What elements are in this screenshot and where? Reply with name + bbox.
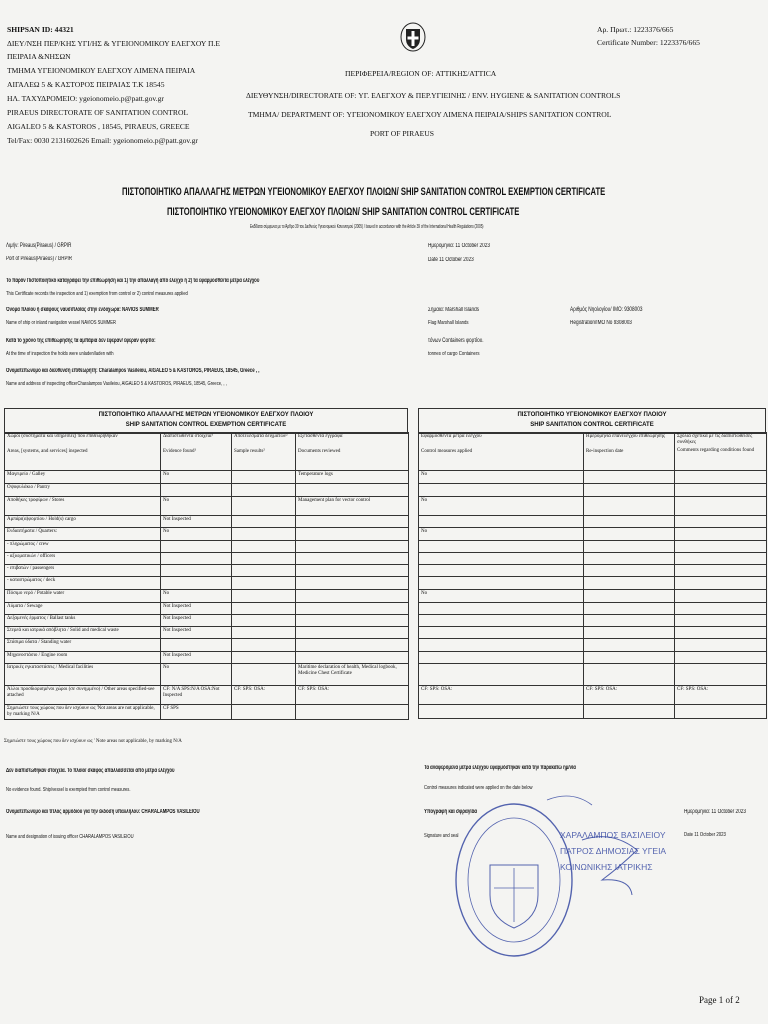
tonnes-gr: τόνων Containers φορτίου. <box>428 338 484 344</box>
table-row <box>419 497 767 516</box>
table-cell: No <box>161 590 232 603</box>
control-applied-en: Control measures indicated were applied on the date below <box>424 785 533 791</box>
department-line: ΤΜΗΜΑ/ DEPARTMENT OF: ΥΓΕΙΟΝΟΜΙΚΟΥ ΕΛΕΓΧΟΥ ΛΙΜΕΝΑ ΠΕΙΡΑΙΑ/SHIPS SANITATION CONTROL <box>248 110 612 119</box>
issued-under-article: Εκδίδεται σύμφωνα με το Άρθρο 39 του Διεθνούς Υγειονομικού Κανονισμού (2005) / Issued in accordance with the Article 39 of the International Health Regulations (2005) <box>250 224 484 230</box>
header-documents-gr: Εξετασθέντα έγγραφα <box>298 434 343 439</box>
table-cell <box>419 705 584 719</box>
table-row <box>419 553 767 565</box>
table-cell <box>675 553 767 565</box>
table-cell: No <box>419 528 584 541</box>
signature-date-gr: Ημερομηνία: 11 October 2023 <box>684 809 746 815</box>
table-cell <box>161 553 232 565</box>
table-cell <box>296 516 409 528</box>
table-cell <box>675 627 767 639</box>
table-cell <box>419 639 584 652</box>
table-cell: Ενδιαιτήματα / Quarters: <box>5 528 161 541</box>
page-number: Page 1 of 2 <box>699 995 740 1005</box>
issuing-officer-en: Name and designation of issuing officer CHARALAMPOS VASILEIOU <box>6 834 134 840</box>
table-cell <box>584 627 675 639</box>
table-cell: No <box>419 497 584 516</box>
table-cell: Μαγειρείο / Galley <box>5 471 161 484</box>
records-statement-en: This Certificate records the inspection and 1) exemption from control or 2) control measures applied <box>6 291 188 297</box>
table-row <box>419 664 767 686</box>
table-cell <box>675 705 767 719</box>
table-cell <box>161 484 232 497</box>
region-line: ΠΕΡΙΦΕΡΕΙΑ/REGION OF: ΑΤΤΙΚΗΣ/ATTICA <box>345 69 497 78</box>
table-cell <box>584 484 675 497</box>
table-row <box>5 484 409 497</box>
table-cell <box>232 627 296 639</box>
table-cell <box>584 516 675 528</box>
table-cell <box>296 528 409 541</box>
table-cell <box>161 577 232 590</box>
table-row <box>5 615 409 627</box>
inspector-en: Name and address of inspecting officerCharalampos Vasileiou, AIGALEO 5 & KASTOROS, PIRAEUS, 18545, Greece, , , <box>6 381 227 387</box>
table-cell <box>296 627 409 639</box>
table-cell <box>419 603 584 615</box>
table-row <box>5 497 409 516</box>
table-row <box>419 627 767 639</box>
table-cell <box>232 639 296 652</box>
table-cell: Not Inspected <box>161 516 232 528</box>
table-cell <box>232 497 296 516</box>
table-row <box>5 516 409 528</box>
table-cell <box>419 541 584 553</box>
table-cell <box>419 664 584 686</box>
flag-gr: Σημαία: Marshall Islands <box>428 307 480 313</box>
header-areas-gr: Χώροι (συστήματα και υπηρεσίες) που επιθεωρήθηκαν <box>7 434 118 439</box>
table-cell: Not Inspected <box>161 652 232 664</box>
not-applicable-note: Σημειώστε τους χώρους που δεν ισχύουν ως ' Note areas not applicable, by marking N/A <box>4 739 182 744</box>
table-cell <box>675 565 767 577</box>
exemption-table-header <box>5 433 409 471</box>
table-row <box>419 590 767 603</box>
table-cell: Ιατρικές εγκαταστάσεις / Medical facilities <box>5 664 161 686</box>
table-cell <box>232 705 296 720</box>
table-cell <box>296 553 409 565</box>
official-seal-stamp <box>452 770 667 975</box>
table-row <box>419 639 767 652</box>
table-row <box>419 577 767 590</box>
ship-name-en: Name of ship or inland navigation vessel NAVIOS SUMMER <box>6 320 116 326</box>
document-title-exemption: ΠΙΣΤΟΠΟΙΗΤΙΚΟ ΑΠΑΛΛΑΓΗΣ ΜΕΤΡΩΝ ΥΓΕΙΟΝΟΜΙΚΟΥ ΕΛΕΓΧΟΥ ΠΛΟΙΩΝ/ SHIP SANITATION CONTROL EXEMPTION CERTIFICATE <box>122 186 606 198</box>
header-evidence-gr: Διαπιστωθέντα στοιχεία¹ <box>163 434 214 439</box>
table-cell <box>232 484 296 497</box>
table-cell <box>232 516 296 528</box>
header-evidence <box>161 433 232 471</box>
table-row <box>5 553 409 565</box>
imo-gr: Αριθμός Νηολογίου/ IMO: 9308003 <box>570 307 643 313</box>
table-cell <box>232 528 296 541</box>
table-cell <box>419 553 584 565</box>
table-cell <box>161 541 232 553</box>
no-evidence-gr: Δεν διαπιστώθηκαν στοιχεία. Το πλοίο/ σκάφος απαλλάσσεται από μέτρα ελέγχου <box>6 768 175 774</box>
header-evidence-en: Evidence found¹ <box>163 449 197 454</box>
table-cell <box>675 516 767 528</box>
table-cell <box>232 565 296 577</box>
exemption-table-body <box>5 471 409 720</box>
header-reinspection-en: Re-inspection date <box>586 449 624 454</box>
table-cell <box>232 471 296 484</box>
table-cell <box>675 541 767 553</box>
table-cell: Not Inspected <box>161 603 232 615</box>
signature-label-gr: Υπογραφή και σφραγίδα <box>424 809 478 815</box>
table-row <box>5 639 409 652</box>
table-cell <box>675 664 767 686</box>
table-cell <box>584 471 675 484</box>
table-row <box>419 615 767 627</box>
table-row <box>5 627 409 639</box>
table-cell: - αξιωματικών / officers <box>5 553 161 565</box>
table-cell <box>419 577 584 590</box>
date-en: Date 11 October 2023 <box>428 257 474 263</box>
table-cell: CF SPS <box>161 705 232 720</box>
table-cell <box>584 615 675 627</box>
tonnes-en: tonnes of cargo Containers <box>428 351 480 357</box>
address-gr: ΑΙΓΑΛΕΩ 5 & ΚΑΣΤΟΡΟΣ ΠΕΙΡΑΙΑΣ Τ.Κ 18545 <box>7 80 165 89</box>
table-row <box>5 577 409 590</box>
table-cell <box>419 516 584 528</box>
header-reinspection <box>584 433 675 471</box>
table-cell: Maritime declaration of health, Medical logbook, Medicine Chest Certificate <box>296 664 409 686</box>
table-cell <box>675 484 767 497</box>
table-cell: Not Inspected <box>161 615 232 627</box>
table-cell <box>232 664 296 686</box>
table-cell: - πληρώματος / crew <box>5 541 161 553</box>
port-line: PORT OF PIRAEUS <box>370 129 434 138</box>
table-row <box>419 705 767 719</box>
exemption-table-title-box <box>4 408 408 434</box>
header-measures-gr: Εφαρμοσθέντα μέτρα ελέγχου <box>421 434 482 439</box>
exemption-table-title-en: SHIP SANITATION CONTROL EXEMPTION CERTIFICATE <box>125 422 287 428</box>
table-cell <box>232 615 296 627</box>
table-cell <box>232 603 296 615</box>
directorate-gr: ΔΙΕΥ/ΝΣΗ ΠΕΡ/ΚΗΣ ΥΓΙ/ΗΣ & ΥΓΕΙΟΝΟΜΙΚΟΥ ΕΛΕΓΧΟΥ Π.Ε <box>7 39 221 48</box>
holds-gr: Κατά το χρόνο της επιθεώρησης τα αμπάρια δεν έφεραν/ έφεραν φορτίο: <box>6 338 156 344</box>
table-cell <box>161 639 232 652</box>
table-cell <box>584 565 675 577</box>
table-cell: Management plan for vector control <box>296 497 409 516</box>
table-cell: No <box>161 471 232 484</box>
table-cell: Αμπάρι(α)φορτίου / Hold(s) cargo <box>5 516 161 528</box>
header-areas <box>5 433 161 471</box>
exemption-table <box>4 432 409 720</box>
flag-en: Flag Marshall Islands <box>428 320 469 326</box>
table-cell: Temperature logs <box>296 471 409 484</box>
table-row <box>5 664 409 686</box>
table-row <box>5 590 409 603</box>
control-table <box>418 432 767 719</box>
signature-date-en: Date 11 October 2023 <box>684 832 726 838</box>
header-comments-en: Comments regarding conditions found <box>677 448 755 453</box>
table-cell <box>232 577 296 590</box>
ship-name-gr: Όνομα πλοίου ή σκάφους ναυσιπλοΐας στην ενδοχώρα: NAVIOS SUMMER <box>6 307 159 313</box>
document-title-control: ΠΙΣΤΟΠΟΙΗΤΙΚΟ ΥΓΕΙΟΝΟΜΙΚΟΥ ΕΛΕΓΧΟΥ ΠΛΟΙΩΝ/ SHIP SANITATION CONTROL CERTIFICATE <box>167 206 520 218</box>
stamp-title: ΠΑΤΡΟΣ ΔΗΜΟΣΙΑΣ ΥΓΕΙΑ <box>560 846 667 856</box>
table-row <box>5 541 409 553</box>
table-cell: Οψοφυλάκιο / Pantry <box>5 484 161 497</box>
directorate-en: PIRAEUS DIRECTORATE OF SANITATION CONTROL <box>7 108 189 117</box>
table-row <box>419 652 767 664</box>
table-cell <box>296 705 409 720</box>
table-cell <box>584 652 675 664</box>
table-cell <box>232 652 296 664</box>
table-cell: No <box>419 471 584 484</box>
table-row <box>5 686 409 705</box>
header-samples-en: Sample results² <box>234 449 265 454</box>
table-cell <box>232 541 296 553</box>
table-cell <box>419 484 584 497</box>
table-row <box>419 484 767 497</box>
table-cell <box>296 652 409 664</box>
table-row <box>419 516 767 528</box>
table-cell <box>419 652 584 664</box>
email-gr: ΗΛ. ΤΑΧΥΔΡΟΜΕΙΟ: ygeionomeio.p@patt.gov.gr <box>7 94 164 103</box>
control-table-header <box>419 433 767 471</box>
table-row <box>5 528 409 541</box>
greek-coat-of-arms-icon <box>400 22 426 52</box>
certificate-number: Certificate Number: 1223376/665 <box>597 38 700 47</box>
issuing-officer-gr: Ονοματεπώνυμο και τίτλος αρμόδιου για την έκδοση υπαλλήλου: CHARALAMPOS VASILEIOU <box>6 809 200 815</box>
imo-en: Registration/IMO No 9308003 <box>570 320 632 326</box>
header-measures <box>419 433 584 471</box>
table-cell: Αποθήκες τροφίμων / Stores <box>5 497 161 516</box>
table-cell <box>584 497 675 516</box>
header-documents-en: Documents reviewed <box>298 449 341 454</box>
table-cell <box>675 528 767 541</box>
port-gr: Λιμήν: Pireaus(Piraeus) / GRPIR <box>6 243 72 249</box>
table-cell <box>584 705 675 719</box>
address-en: AIGALEO 5 & KASTOROS , 18545, PIRAEUS, GREECE <box>7 122 190 131</box>
holds-en: At the time of inspection the holds were unladen/laden with <box>6 351 114 357</box>
protocol-number: Αρ. Πρωτ.: 1223376/665 <box>597 25 674 34</box>
table-cell: - καταστρώματος / deck <box>5 577 161 590</box>
header-comments <box>675 433 767 471</box>
table-cell <box>296 590 409 603</box>
header-samples <box>232 433 296 471</box>
table-cell <box>296 577 409 590</box>
table-cell <box>675 639 767 652</box>
table-cell <box>584 664 675 686</box>
table-cell: Σημειώστε τους χώρους που δεν ισχύουν ως 'Not areas are not applicable, by marking N/A <box>5 705 161 720</box>
table-row <box>419 686 767 705</box>
control-applied-gr: Τα αναφερόμενα μέτρα ελέγχου εφαρμόστηκαν κατά την παρακάτω ημ/νία <box>424 765 576 771</box>
table-row <box>5 471 409 484</box>
table-row <box>5 603 409 615</box>
header-measures-en: Control measures applied <box>421 449 473 454</box>
port-en: Port of Pireaus(Piraeus) / GRPIR <box>6 256 73 262</box>
table-cell <box>419 565 584 577</box>
table-cell: Άλλοι προσδιορισμένοι χώροι (σε συνημμένο) / Other areas specified-see attached <box>5 686 161 705</box>
header-comments-gr: Σχόλια σχετικά με τις διαπιστωθείσες συνθήκες <box>677 434 753 445</box>
stamp-name: ΧΑΡΑΛΑΜΠΟΣ ΒΑΣΙΛΕΙΟΥ <box>560 830 666 840</box>
table-cell <box>584 541 675 553</box>
table-cell: Λύματα / Sewage <box>5 603 161 615</box>
table-cell <box>675 615 767 627</box>
table-cell <box>584 639 675 652</box>
table-cell: CF: SPS: OSA: <box>675 686 767 705</box>
table-cell <box>584 577 675 590</box>
table-row <box>419 471 767 484</box>
table-cell: CF: N/A SPS:N/A OSA:Not Inspected <box>161 686 232 705</box>
table-row <box>5 565 409 577</box>
table-cell <box>584 553 675 565</box>
table-row <box>5 705 409 720</box>
table-cell: Πόσιμο νερό / Potable water <box>5 590 161 603</box>
exemption-table-title-gr: ΠΙΣΤΟΠΟΙΗΤΙΚΟ ΑΠΑΛΛΑΓΗΣ ΜΕΤΡΩΝ ΥΓΕΙΟΝΟΜΙΚΟΥ ΕΛΕΓΧΟΥ ΠΛΟΙΟΥ <box>98 412 314 418</box>
signature-label-en: Signature and seal <box>424 833 459 839</box>
header-documents <box>296 433 409 471</box>
table-cell: No <box>161 528 232 541</box>
table-cell <box>584 528 675 541</box>
table-cell <box>296 484 409 497</box>
contact-en: Tel/Fax: 0030 2131602626 Email: ygeionomeio.p@patt.gov.gr <box>7 136 198 145</box>
table-cell <box>675 577 767 590</box>
inspector-gr: Ονοματεπώνυμο και διεύθυνση επιθεωρητή: Charalampos Vasileiou, AIGALEO 5 & KASTOROS, PIRAEUS, 18545, Greece , , <box>6 368 260 374</box>
table-cell: CF: SPS: OSA: <box>232 686 296 705</box>
header-reinspection-gr: Ημερομηνία επανελέγχου επιθεώρησης <box>586 434 665 439</box>
table-cell <box>296 615 409 627</box>
table-cell <box>296 603 409 615</box>
table-row <box>419 528 767 541</box>
table-cell: CF: SPS: OSA: <box>296 686 409 705</box>
table-cell: Δεξαμενές έρματος / Ballast tanks <box>5 615 161 627</box>
table-cell <box>161 565 232 577</box>
table-cell: Not Inspected <box>161 627 232 639</box>
table-cell <box>296 565 409 577</box>
shipsan-id: SHIPSAN ID: 44321 <box>7 25 74 34</box>
header-areas-en: Areas, [systems, and services] inspected <box>7 449 88 454</box>
table-row <box>5 652 409 664</box>
table-cell <box>675 471 767 484</box>
table-cell <box>419 615 584 627</box>
table-cell: - επιβατών / passengers <box>5 565 161 577</box>
table-cell <box>675 603 767 615</box>
table-row <box>419 603 767 615</box>
date-gr: Ημερομηνία: 11 October 2023 <box>428 243 490 249</box>
control-table-title-gr: ΠΙΣΤΟΠΟΙΗΤΙΚΟ ΥΓΕΙΟΝΟΜΙΚΟΥ ΕΛΕΓΧΟΥ ΠΛΟΙΟΥ <box>517 412 667 418</box>
table-cell <box>675 497 767 516</box>
table-cell <box>584 603 675 615</box>
table-cell <box>296 639 409 652</box>
table-row <box>419 541 767 553</box>
table-row <box>419 565 767 577</box>
records-statement-gr: Το παρόν Πιστοποιητικό καταγράφει την επιθεώρηση και 1) την απαλλαγή από έλεγχο ή 2) τα εφαρμοσθέντα μέτρα ελέγχου <box>6 278 260 284</box>
table-cell: Στερεά και ιατρικά απόβλητα / Solid and medical waste <box>5 627 161 639</box>
table-cell: No <box>161 497 232 516</box>
table-cell <box>675 652 767 664</box>
table-cell: No <box>419 590 584 603</box>
table-cell <box>675 590 767 603</box>
table-cell: CF: SPS: OSA: <box>419 686 584 705</box>
no-evidence-en: No evidence found. Ship/vessel is exempted from control measures. <box>6 787 131 793</box>
table-cell: Στάσιμα ύδατα / Standing water <box>5 639 161 652</box>
table-cell <box>232 590 296 603</box>
header-samples-gr: Αποτελέσματα δειγμάτων² <box>234 434 288 439</box>
table-cell: CF: SPS: OSA: <box>584 686 675 705</box>
control-table-title-box <box>418 408 766 434</box>
department-gr: ΤΜΗΜΑ ΥΓΕΙΟΝΟΜΙΚΟΥ ΕΛΕΓΧΟΥ ΛΙΜΕΝΑ ΠΕΙΡΑΙΑ <box>7 66 196 75</box>
table-cell: No <box>161 664 232 686</box>
table-cell <box>296 541 409 553</box>
stamp-specialty: ΚΟΙΝΩΝΙΚΗΣ ΙΑΤΡΙΚΗΣ <box>560 862 653 872</box>
control-table-title-en: SHIP SANITATION CONTROL CERTIFICATE <box>530 422 654 428</box>
control-table-body <box>419 471 767 719</box>
table-cell: Μηχανοστάσιο / Engine room <box>5 652 161 664</box>
table-cell <box>232 553 296 565</box>
table-cell <box>584 590 675 603</box>
region-gr: ΠΕΙΡΑΙΑ &ΝΗΣΩΝ <box>7 52 71 61</box>
directorate-line: ΔΙΕΥΘΥΝΣΗ/DIRECTORATE OF: ΥΓ. ΕΛΕΓΧΟΥ & ΠΕΡ.ΥΓΙΕΙΝΗΣ / ENV. HYGIENE & SANITATION CONTROLS <box>246 91 621 100</box>
table-cell <box>419 627 584 639</box>
